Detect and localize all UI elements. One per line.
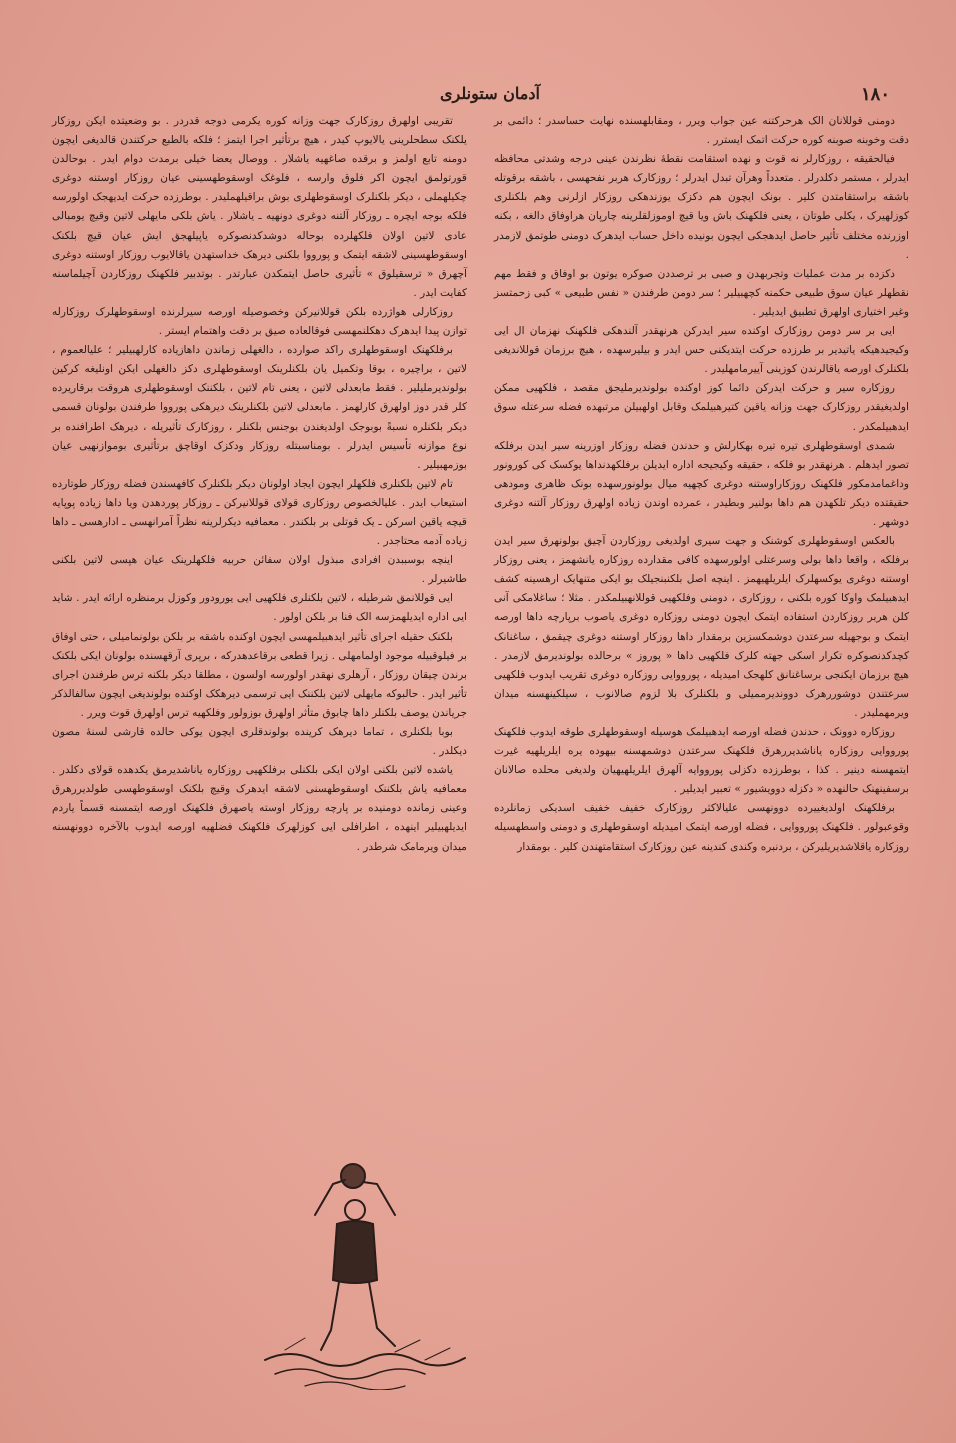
- paragraph: ایی بر سر دومن روزکارک اوکنده سیر ایدرکن هرنهقدر آلندهکی فلکهنک نهزمان ال ایی وکیجیدهیکه یاتیدیر بر طرزده حرکت ایتدیکنی حس ایدر و بیلیرسهده ، هیچ برزمان قوللاندیغی بلکنلرک اورصه یاقالرندن کوزینی آییرمامهلیدر .: [494, 325, 909, 376]
- right-text-column: [494, 112, 909, 857]
- left-text-column: [52, 112, 467, 857]
- paragraph: روزکاره سیر و حرکت ایدرکن دائما کوز اوکنده بولوندیرملیجق مقصد ، فلکهیی ممکن اولدیغیقدر روزکارک جهت وزانه یاقین کتیرهبیلمک وقابل اولهبیلن مرتبهده فضله سرعتله سوق ایدهبیلمکدر .: [494, 382, 909, 433]
- paragraph: اینچه بوسببدن افرادی مبذول اولان سفائن حربیه فلکهلرینک عیان هپسی لاتین بلکنی طاشیرلر .: [52, 554, 467, 586]
- figure-holding-ball-illustration: [245, 1160, 475, 1390]
- paragraph: دکزده بر مدت عملیات وتجربهدن و صبی بر ترصددن صوکره یوتون بو اوفاق و فقط مهم نقطهلر عیان سوق طبیعی حکمنه کچهبیلیر ؛ سر دومن طرفندن « نفس طبیعی » کبی زحمتسز وغیر اختیاری اولهرق تطبیق ایدیلیر .: [494, 267, 909, 318]
- paragraph: فیالحقیقه ، روزکارلر نه قوت و نهده استقامت نقطهٔ نظرندن عینی درجه وشدتی محافظه ایدرلر ، مستمر دکلدرلر . متعدداً وهرآن تبدل ایدرلر ؛ روزکارک هربر نفحهسی ، باشقه برقوتله باشقه براستقامتدن کلیر . بونک ایچون هم دکزک یوزندهکی روزکار ازلرنی وهم بلکنلری کوزلهیرک ، یکلی طوتان ، یعنی فلکهنک باش ویا قیچ اوموزلقلرینه چارپان هراوفاق دالغه ، بکنه اوزرنده مختلف تأثیر حاصل ایدهجکی ایچون بونیده داخل حساب ایدهرک دومنی طوتمق لازمدر .: [494, 153, 909, 261]
- paragraph: تام لاتین بلکنلری فلکهلر ایچون ایجاد اولونان دیکر بلکنلرک کافهسندن فضله روزکار طوتارده استیعاب ایدر . علیالخصوص روزکاری قولای قوللانیرکن ـ روزکار پوردهدن ویا داها زیاده پوپایه قیچه یاقین اسرکن ـ یک قوتلی بر بلکندر . معمافیه دیکرلرینه نظراً آمرانهسی ـ ادارهسی ـ داها زیاده آدمه محتاجدر .: [52, 477, 467, 548]
- paragraph: برفلکهنک اوسقوطهلری راکد صوارده ، دالغهلی زماندن داهازیاده کارلهبیلیر ؛ علیالعموم ، لاتین ، براچیره ، بوقا وتکمیل یان بلکنلرینک اوسقوطهلری دکز دالغهلی ایکن اونلیغه کرکین بولوندیرملیلیر . فقط مابعدلی لاتین ، یعنی تام لاتین ، بلکننک اوسقوطهلری هروقت برقاریرده کلر قدر دوز اولهرق کارلهمز . مابعدلی لاتین بلکنلرینک دیرهکی پورووا طرفندن بولونان قسمی دیکر بلکنلره نسبةً بوبوجک اولدیغندن بوجنس بلکنلر ، روزکارک تأثیریله ، دیرهک اطرافنده بر نوع موازنه تأسیس ایدرلر . بومناسبتله روزکار ودکزک اوقاچق برتأثیری بوموازنهیی عیان بوزمهبیلیر .: [52, 344, 467, 471]
- paragraph: ایی قوللانمق شرطیله ، لاتین بلکنلری فلکهیی ایی یورودور وکوزل برمنظره ارائه ایدر . شاید ایی اداره ایدیلهمزسه الک فنا بر بلکن اولور .: [52, 592, 467, 624]
- paragraph: بوبا بلکنلری ، تماما دیرهک کرینده بولوندقلری ایچون یوکی حالده قارشی لسنهٔ مصون دیکلدر .: [52, 726, 467, 758]
- paragraph: بلکنک حقیله اجرای تأثیر ایدهبیلمهسی ایچون اوکنده باشقه بر بلکن بولونمامیلی ، حتی اوفاق بر فیلوقبیله موجود اولمامهلی . زیرا قطعی برقاعدهدرکه ، برپری آرقهسنده بولونان ایکی بلکنک برندن چیقان روزکار ، آرهلری نهقدر اولورسه اولسون ، مطلقا دیکر بلکنه ترس طرفندن اجرای تأثیر ایدر . حالبوکه مایهلی لاتین بلکننک ایی ترسمی دیرهکک اوکنده بولوندیغی ایچون سالفالذکر جریاندن یوصف بلکنلر داها چابوق متأثر اولهرق بوزولور وفلکهیه ترس اولهرق قوت ویرر .: [52, 630, 467, 719]
- paragraph: روزکارلی هواژرده بلکن قوللانیرکن وخصوصیله اورصه سیرلرنده اوسقوطهلرک روزکارله توازن پیدا ایدهرک دهکلنمهسی فوقالعاده صیق بر دقت واهتمام ایستر .: [52, 305, 467, 338]
- running-title: آدمان ستونلری: [440, 84, 540, 103]
- paragraph: دومنی قوللانان الک هرحرکتنه عین جواب ویرر ، ومقابلهسنده نهایت حساسدر ؛ دائمی بر دقت وخوبنه صوبنه کوره حرکت اتمک ایسترر .: [494, 115, 909, 147]
- paragraph: شمدی اوسقوطهلری تیره تیره بهکارلش و حدندن فضله روزکار اوزرینه سیر ایدن برفلکه تصور ایدهلم . هرنهقدر بو فلکه ، حقیقه وکیجیجه اداره ایدیلن برفلکهدنداها یوکسک کی کورونور وداغمامدمکور فلکهنک روزکاراوستنه دوغری کچهیه میال بولونورسهده بونک ظاهری ومودهی حقیقتده دیکر تلکهدن هم داها بولنیر وبطیدر ، عمرده اوندن زیاده اولهرق روزکار آلتنه دوغری دوشهر .: [494, 439, 909, 528]
- page-number: ١٨٠: [860, 84, 890, 105]
- page-header: [50, 80, 910, 110]
- paragraph: تقریبی اولهرق روزکارک جهت وزانه کوره یکرمی دوجه قدردر . بو وضعیتده ایکن روزکار یلکنک سطحلرینی یالایوپ کیدر ، هیچ برتأثیر اجرا ایتمز ؛ فلکه بالطبع حرکتندن قالدیغی ایچون دومنه تابع اولمز و برقده صاغهیه یاشلار . ووصال یعضا خیلی برمدت دوام ایدر . بوحالدن قورتولمق ایچون اکر فلوق وارسه ، فلوغک اوسقوطهسینی عیان روزکار اوستنه دوغری چکیلهملی ، دیکر بلکنلرک اوسقوطهلری بوش براقیلهملیدر . بوطرزده حرکت ایدیهجک اولورسه فلکه بوجه ایچره ـ روزکار آلتنه دوغری دونهیه ـ یاشلار . یاش بلکی مایهلی لاتین وقیچ یومبالی عادی لاتین اولان فلکهلرده بوحاله دوشدکدنصوکره یاپیلهجق ایش عیان قیچ بلکنک اوسقوطهسینی لاشقه ایتمک و پورووا بلکنی دیرهک خداستهدن یاقالایوب روزکار اوستنه دوغری آچهرق « ترسقیلوق » تأثیری حاصل ایتمکدن عبارتدر . بوتدبیر فلکهنک روزکاردن آچیلماسنه کفایت ایدر .: [52, 115, 467, 299]
- paragraph: روزکاره دوونک ، حدندن فضله اورصه ایدهبیلمک هوسیله اوسقوطهلری طوقه ایدوب فلکهنک پورووایی روزکاره یاناشدیررهرق فلکهنک سرعتدن دوشمهسنه بیهوده یره ایلریلهیه غیرت ایتمهسنه دینیر . کذا ، بوطرزده دکزلی پورووایه آلهرق ایلریلهیهیان ولدیغی محلده صالانان برسفینهنک حالنهده « دکزله دوویشیور » تعبیر ایدیلیر .: [494, 726, 909, 796]
- paragraph: یاشده لاتین بلکنی اولان ایکی بلکنلی برفلکهیی روزکاره یاناشدیرمق یکدهده قولای دکلدر . معمافیه یاش بلکننک اوسقوطهسنی لاشقه ایدهرک وقیچ بلکنک اوسقوطهسی طولدیررهرق وعینی زمانده دومنیده بر پارچه روزکار اوسته یاصهرق فلکهنک اورصه ایتمسنه قسماً یاردم ایدیلهبیلیر اینهده ، اطرافلی ایی کوزلهرک فلکهنک فضلهیه اورصه ایدوب بالآخره دوونهسنه میدان ویرمامک شرطدر .: [52, 764, 467, 853]
- paragraph: بالعکس اوسقوطهلری کوشنک و جهت سیری اولدیغی روزکاردن آچیق بولونهرق سیر ایدن برفلکه ، واقعا داها بولی وسرعتلی اولورسهده کافی مقدارده روزکاره یانشهمز ، یعنی روزکار اوستنه دوغری یوکسهلرک ایلریلهیهمز . اینچه اصل بلکنبنجیلک بو ایکی متنهایک ارهسینه کشف ایدهبیلمک واوکا کوره بلکنی ، روزکاری ، دومنی وفلکهیی قوللانهبیلمکدر . مثلا ؛ ساغلامکی آنی کلن هربر روزکاردن استفاده ایتمک ایچون دومنی روزکاره دوغری یاصوب برپارچه داها اورصه ایتمک و بوجهیله سرعتدن دوشمکسزین برمقدار داها روزکار اوستنه دوغری چیقمق ، ساغنانک کچدکدنصوکره تکرار اسکی جهته کلرک فلکهیی داها « پوروز » برحالده بولوندیرمق لازمدر . هیچ برزمان ایکنجی برساغنانق کلهجک امیدیله ، پورووایی روزکاره دوغری تقریب ایدوب فلکهیی سرعتندن دوشوررهرک دووندیرممیلی و بلکنلرک بلا لزوم صالانوب ، سیلکینهسنه میدان ویرمهملیدر .: [494, 535, 909, 719]
- paragraph: برفلکهنک اولدیغییرده دوونهسی علیالاکثر روزکارک خفیف خفیف اسدیکی زمانلرده وقوعبولور . فلکهنک پورووایی ، فضله اورصه ایتمک امیدیله اوسقوطهلری و دومنی واسطهسیله روزکاره یاقلاشدیریلیرکن ، بردنبره وکندی کندینه عین روزکارک استقامتهندن کلیر . بومقدار: [494, 802, 909, 853]
